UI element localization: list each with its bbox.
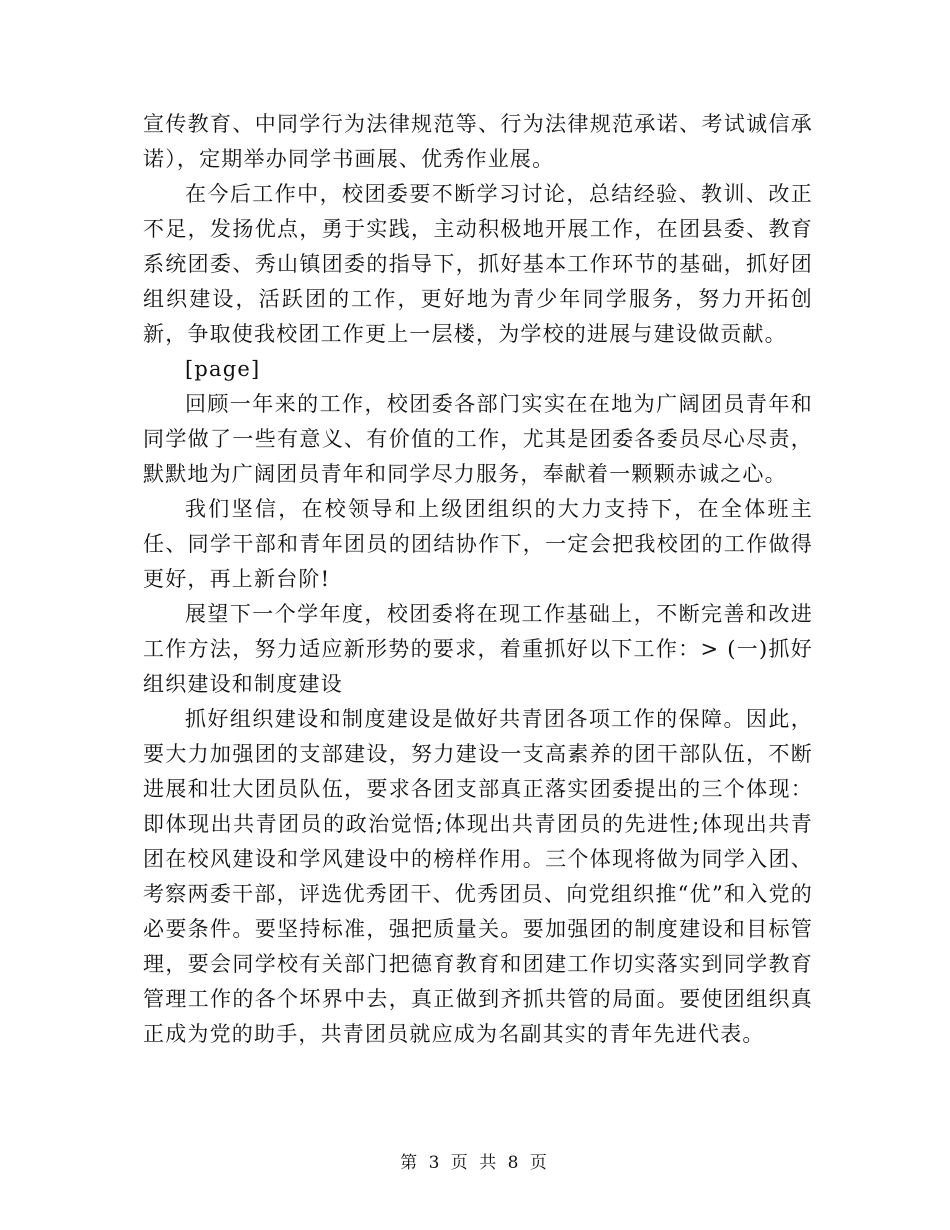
- paragraph-2: 在今后工作中，校团委要不断学习讨论，总结经验、教训、改正不足，发扬优点，勇于实践，主动积极地开展工作，在团县委、教育系统团委、秀山镇团委的指导下，抓好基本工作环节的基础，抓好团组织建设，活跃团的工作，更好地为青少年同学服务，努力开拓创新，争取使我校团工作更上一层楼，为学校的进展与建设做贡献。: [143, 182, 813, 346]
- paragraph-5: 展望下一个学年度，校团委将在现工作基础上，不断完善和改进工作方法，努力适应新形势的要求，着重抓好以下工作：> (一)抓好组织建设和制度建设: [143, 602, 813, 696]
- page-number-footer: 第 3 页 共 8 页: [400, 1153, 550, 1173]
- document-body: [143, 107, 813, 1052]
- page-marker: [page]: [185, 357, 261, 381]
- paragraph-1: 宣传教育、中同学行为法律规范等、行为法律规范承诺、考试诚信承诺），定期举办同学书画展、优秀作业展。: [143, 112, 813, 171]
- paragraph-4: 我们坚信，在校领导和上级团组织的大力支持下，在全体班主任、同学干部和青年团员的团结协作下，一定会把我校团的工作做得更好，再上新台阶!: [143, 497, 813, 591]
- paragraph-6: 抓好组织建设和制度建设是做好共青团各项工作的保障。因此，要大力加强团的支部建设，努力建设一支高素养的团干部队伍，不断进展和壮大团员队伍，要求各团支部真正落实团委提出的三个体现：即体现出共青团员的政治觉悟;体现出共青团员的先进性;体现出共青团在校风建设和学风建设中的榜样作用。三个体现将做为同学入团、考察两委干部，评选优秀团干、优秀团员、向党组织推“优”和入党的必要条件。要坚持标准，强把质量关。要加强团的制度建设和目标管理，要会同学校有关部门把德育教育和团建工作切实落实到同学教育管理工作的各个坏界中去，真正做到齐抓共管的局面。要使团组织真正成为党的助手，共青团员就应成为名副其实的青年先进代表。: [143, 707, 813, 1046]
- paragraph-3: 回顾一年来的工作，校团委各部门实实在在地为广阔团员青年和同学做了一些有意义、有价值的工作，尤其是团委各委员尽心尽责，默默地为广阔团员青年和同学尽力服务，奉献着一颗颗赤诚之心。: [143, 392, 813, 486]
